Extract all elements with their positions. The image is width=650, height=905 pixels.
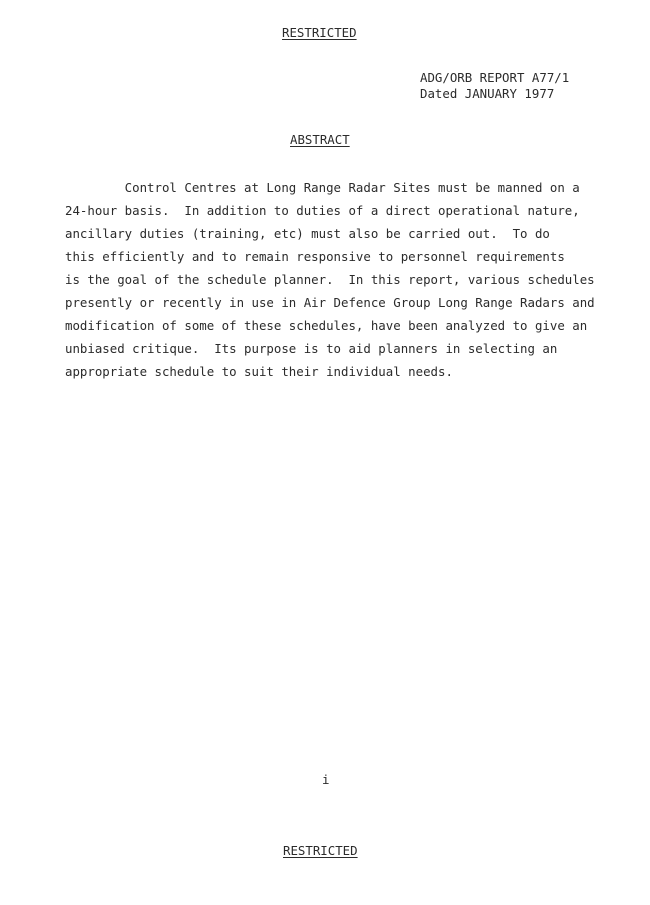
page-number: i <box>322 772 330 787</box>
security-marking-bottom: RESTRICTED <box>283 843 358 858</box>
abstract-line: unbiased critique. Its purpose is to aid planners in selecting an <box>65 341 558 356</box>
abstract-line: 24-hour basis. In addition to duties of a direct operational nature, <box>65 203 580 218</box>
abstract-line: is the goal of the schedule planner. In this report, various schedules <box>65 272 595 287</box>
abstract-line: Control Centres at Long Range Radar Sites must be manned on a <box>65 180 580 195</box>
report-reference: ADG/ORB REPORT A77/1 <box>420 70 570 85</box>
abstract-line: appropriate schedule to suit their individual needs. <box>65 364 453 379</box>
abstract-line: ancillary duties (training, etc) must also be carried out. To do <box>65 226 550 241</box>
abstract-line: presently or recently in use in Air Defence Group Long Range Radars and <box>65 295 595 310</box>
abstract-line: this efficiently and to remain responsive to personnel requirements <box>65 249 565 264</box>
report-date: Dated JANUARY 1977 <box>420 86 555 101</box>
abstract-line: modification of some of these schedules, have been analyzed to give an <box>65 318 588 333</box>
security-marking-top: RESTRICTED <box>282 25 357 40</box>
abstract-heading: ABSTRACT <box>290 132 350 147</box>
